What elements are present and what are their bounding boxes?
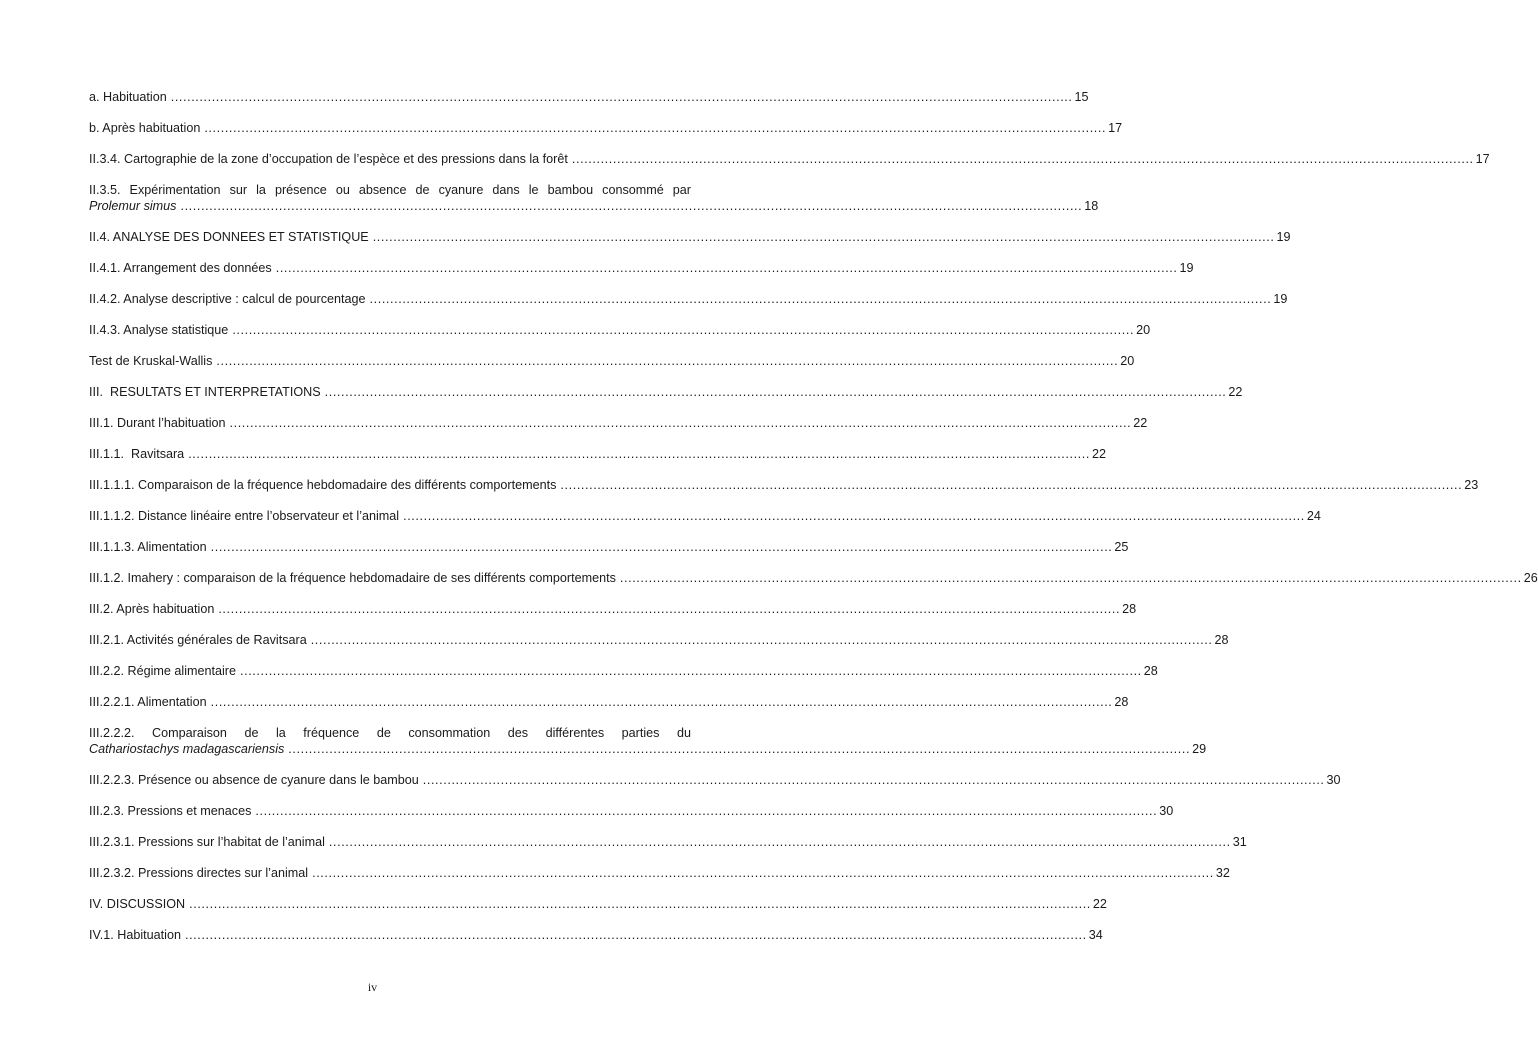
toc-entry-page: 28 — [1143, 664, 1158, 678]
leader-dots: ............................................................................................................................................................................................................................ — [403, 509, 1305, 523]
leader-dots: ............................................................................................................................................................................................................................ — [619, 571, 1522, 585]
toc-entry-page: 17 — [1475, 152, 1490, 166]
toc-entry-page: 26 — [1523, 571, 1538, 585]
toc-entry-page: 20 — [1136, 323, 1151, 337]
toc-entry-label: III.2.3.1. Pressions sur l’habitat de l’animal — [89, 835, 325, 849]
toc-entry[interactable] — [89, 539, 1129, 570]
toc-entry[interactable] — [89, 353, 1135, 384]
toc-entry[interactable] — [89, 508, 1321, 539]
page-number: iv — [367, 980, 378, 994]
leader-dots: ............................................................................................................................................................................................................................ — [288, 742, 1191, 756]
toc-entry-page: 18 — [1084, 199, 1099, 213]
toc-entry-page: 32 — [1215, 866, 1230, 880]
table-of-contents — [89, 89, 1538, 958]
leader-dots: ............................................................................................................................................................................................................................ — [328, 835, 1231, 849]
toc-entry-label: II.3.4. Cartographie de la zone d’occupation de l’espèce et des pressions dans la forêt — [89, 152, 568, 166]
toc-entry-page: 20 — [1120, 354, 1135, 368]
leader-dots: ............................................................................................................................................................................................................................ — [275, 261, 1178, 275]
toc-entry-page: 24 — [1306, 509, 1321, 523]
toc-entry-label: Prolemur simus — [89, 199, 177, 213]
toc-entry-page: 19 — [1276, 230, 1291, 244]
toc-entry-page: 17 — [1108, 121, 1123, 135]
toc-entry[interactable] — [89, 865, 1230, 896]
toc-entry-label: a. Habituation — [89, 90, 167, 104]
toc-entry-page: 23 — [1464, 478, 1479, 492]
toc-entry[interactable] — [89, 927, 1103, 958]
toc-entry-page: 28 — [1214, 633, 1229, 647]
toc-entry-label: IV. DISCUSSION — [89, 897, 186, 911]
leader-dots: ............................................................................................................................................................................................................................ — [188, 447, 1090, 461]
toc-entry[interactable] — [89, 322, 1151, 353]
leader-dots: ............................................................................................................................................................................................................................ — [422, 773, 1325, 787]
toc-entry-label: III.2.2.1. Alimentation — [89, 695, 207, 709]
toc-entry-label: III.2. Après habituation — [89, 602, 215, 616]
toc-entry[interactable] — [89, 725, 1207, 772]
toc-entry-label: III.1.1.1. Comparaison de la fréquence hebdomadaire des différents comportements — [89, 478, 557, 492]
leader-dots: ............................................................................................................................................................................................................................ — [216, 354, 1119, 368]
leader-dots: ............................................................................................................................................................................................................................ — [180, 199, 1083, 213]
leader-dots: ............................................................................................................................................................................................................................ — [310, 633, 1213, 647]
toc-entry-label: III.1.1.3. Alimentation — [89, 540, 207, 554]
toc-entry-page: 19 — [1179, 261, 1194, 275]
leader-dots: ............................................................................................................................................................................................................................ — [189, 897, 1091, 911]
toc-entry-page: 31 — [1232, 835, 1247, 849]
leader-dots: ............................................................................................................................................................................................................................ — [571, 152, 1474, 166]
leader-dots: ............................................................................................................................................................................................................................ — [210, 540, 1113, 554]
toc-entry[interactable] — [89, 601, 1137, 632]
toc-entry-page: 28 — [1122, 602, 1137, 616]
toc-entry[interactable] — [89, 834, 1247, 865]
toc-entry-label: III.1.2. Imahery : comparaison de la fréquence hebdomadaire de ses différents comportements — [89, 571, 616, 585]
toc-entry[interactable] — [89, 446, 1106, 477]
leader-dots: ............................................................................................................................................................................................................................ — [240, 664, 1142, 678]
toc-entry-page: 22 — [1092, 897, 1107, 911]
toc-entry-page: 30 — [1326, 773, 1341, 787]
toc-entry-line1: III.2.2.2. Comparaison de la fréquence de consommation des différentes parties du — [89, 726, 691, 740]
toc-entry-page: 25 — [1114, 540, 1129, 554]
toc-entry-page: 22 — [1091, 447, 1106, 461]
toc-entry-label: Cathariostachys madagascariensis — [89, 742, 285, 756]
toc-entry-page: 19 — [1273, 292, 1288, 306]
toc-entry[interactable] — [89, 229, 1291, 260]
toc-entry-label: II.4.3. Analyse statistique — [89, 323, 229, 337]
toc-entry-label: III.2.1. Activités générales de Ravitsara — [89, 633, 307, 647]
toc-entry-label: III.1. Durant l’habituation — [89, 416, 226, 430]
toc-entry[interactable] — [89, 772, 1341, 803]
toc-entry-label: III.2.2.3. Présence ou absence de cyanure dans le bambou — [89, 773, 419, 787]
toc-entry[interactable] — [89, 89, 1089, 120]
toc-entry-label: Test de Kruskal-Wallis — [89, 354, 213, 368]
leader-dots: ............................................................................................................................................................................................................................ — [210, 695, 1113, 709]
toc-entry-label: IV.1. Habituation — [89, 928, 181, 942]
toc-entry-label: II.4.1. Arrangement des données — [89, 261, 272, 275]
leader-dots: ............................................................................................................................................................................................................................ — [560, 478, 1463, 492]
toc-entry[interactable] — [89, 694, 1129, 725]
leader-dots: ............................................................................................................................................................................................................................ — [255, 804, 1158, 818]
toc-entry-label: II.4. ANALYSE DES DONNEES ET STATISTIQUE — [89, 230, 369, 244]
leader-dots: ............................................................................................................................................................................................................................ — [204, 121, 1107, 135]
toc-entry-label: III.2.3.2. Pressions directes sur l’animal — [89, 866, 309, 880]
toc-entry-label: III.2.3. Pressions et menaces — [89, 804, 252, 818]
toc-entry-label: III.2.2. Régime alimentaire — [89, 664, 236, 678]
toc-entry[interactable] — [89, 182, 1099, 229]
toc-entry-page: 34 — [1088, 928, 1103, 942]
toc-entry-label: II.4.2. Analyse descriptive : calcul de pourcentage — [89, 292, 366, 306]
toc-entry[interactable] — [89, 663, 1158, 694]
leader-dots: ............................................................................................................................................................................................................................ — [184, 928, 1087, 942]
leader-dots: ............................................................................................................................................................................................................................ — [229, 416, 1132, 430]
toc-entry[interactable] — [89, 291, 1288, 322]
toc-entry[interactable] — [89, 120, 1123, 151]
leader-dots: ............................................................................................................................................................................................................................ — [369, 292, 1272, 306]
toc-entry-page: 15 — [1074, 90, 1089, 104]
leader-dots: ............................................................................................................................................................................................................................ — [170, 90, 1073, 104]
leader-dots: ............................................................................................................................................................................................................................ — [312, 866, 1214, 880]
toc-entry[interactable] — [89, 477, 1479, 508]
toc-entry-page: 30 — [1159, 804, 1174, 818]
toc-entry[interactable] — [89, 570, 1538, 601]
toc-entry[interactable] — [89, 896, 1107, 927]
toc-entry[interactable] — [89, 632, 1229, 663]
toc-entry-label: III.1.1. Ravitsara — [89, 447, 185, 461]
toc-entry-line1: II.3.5. Expérimentation sur la présence ou absence de cyanure dans le bambou consommé par — [89, 183, 691, 197]
leader-dots: ............................................................................................................................................................................................................................ — [218, 602, 1121, 616]
toc-entry-page: 29 — [1192, 742, 1207, 756]
toc-entry-label: III.1.1.2. Distance linéaire entre l’observateur et l’animal — [89, 509, 400, 523]
toc-entry-page: 22 — [1228, 385, 1243, 399]
leader-dots: ............................................................................................................................................................................................................................ — [232, 323, 1135, 337]
leader-dots: ............................................................................................................................................................................................................................ — [324, 385, 1227, 399]
toc-entry-label: b. Après habituation — [89, 121, 201, 135]
toc-entry-label: III. RESULTATS ET INTERPRETATIONS — [89, 385, 321, 399]
leader-dots: ............................................................................................................................................................................................................................ — [372, 230, 1275, 244]
toc-entry-page: 28 — [1114, 695, 1129, 709]
toc-entry[interactable] — [89, 384, 1243, 415]
toc-entry[interactable] — [89, 260, 1194, 291]
toc-entry-page: 22 — [1133, 416, 1148, 430]
toc-entry[interactable] — [89, 803, 1174, 834]
toc-entry[interactable] — [89, 415, 1148, 446]
toc-entry[interactable] — [89, 151, 1490, 182]
